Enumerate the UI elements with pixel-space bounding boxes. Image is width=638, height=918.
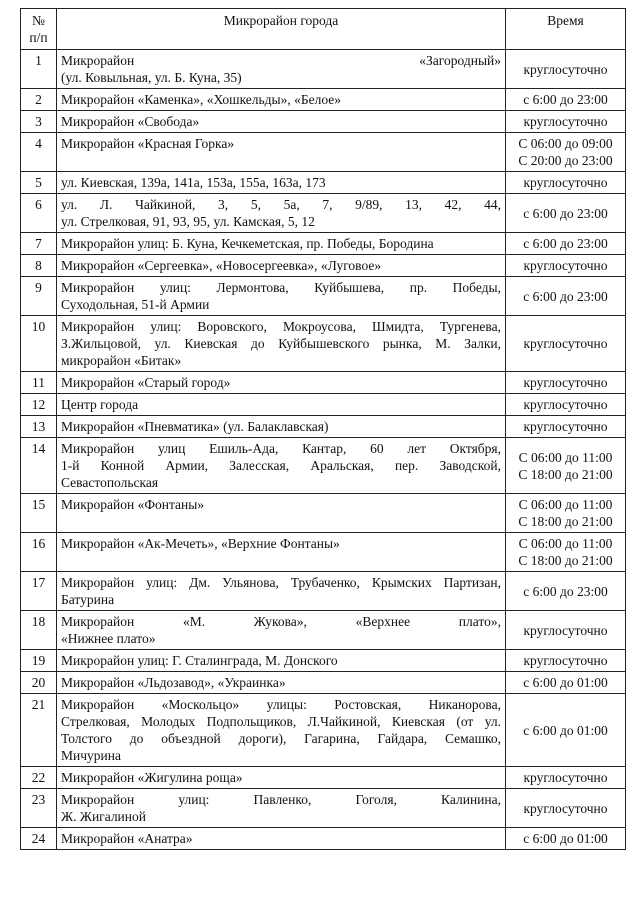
table-row <box>21 394 626 416</box>
table-row <box>21 172 626 194</box>
district-line: Микрорайон улиц: Лермонтова, Куйбышева, пр. Победы, <box>61 280 501 295</box>
district-line: Микрорайон улиц: Павленко, Гоголя, Калинина, <box>61 792 501 807</box>
time-cell <box>506 789 626 828</box>
time-cell <box>506 694 626 767</box>
time-cell <box>506 767 626 789</box>
district-line: Микрорайон «М. Жукова», «Верхнее плато», <box>61 614 501 629</box>
row-number: 18 <box>21 611 57 650</box>
time-cell <box>506 372 626 394</box>
time-line: с 6:00 до 23:00 <box>523 205 608 221</box>
row-number: 4 <box>21 133 57 172</box>
time-line: с 6:00 до 01:00 <box>523 675 608 690</box>
time-cell <box>506 394 626 416</box>
table-row <box>21 672 626 694</box>
header-num-line1: № <box>32 13 45 28</box>
header-district: Микрорайон города <box>57 9 506 50</box>
time-cell <box>506 316 626 372</box>
table-body <box>21 50 626 850</box>
row-number: 2 <box>21 89 57 111</box>
district-line: ул. Стрелковая, 91, 93, 95, ул. Камская, 5, 12 <box>61 214 315 229</box>
time-cell <box>506 277 626 316</box>
time-line: круглосуточно <box>523 653 608 668</box>
district-line: Микрорайон улиц: Б. Куна, Кечкеметская, пр. Победы, Бородина <box>61 236 434 251</box>
district-cell <box>57 172 506 194</box>
header-num <box>21 9 57 50</box>
row-number: 21 <box>21 694 57 767</box>
time-cell <box>506 494 626 533</box>
time-cell <box>506 672 626 694</box>
district-line: Микрорайон «Москольцо» улицы: Ростовская, Никанорова, <box>61 697 501 712</box>
district-line: Микрорайон улиц: Г. Сталинграда, М. Донского <box>61 653 338 668</box>
time-line: круглосуточно <box>523 770 608 785</box>
time-cell <box>506 133 626 172</box>
time-line: с 6:00 до 23:00 <box>523 92 608 107</box>
district-cell <box>57 494 506 533</box>
district-line: Микрорайон «Старый город» <box>61 375 231 390</box>
district-cell <box>57 50 506 89</box>
row-number: 24 <box>21 828 57 850</box>
time-cell <box>506 828 626 850</box>
time-line: круглосуточно <box>523 114 608 129</box>
table-row <box>21 533 626 572</box>
district-line: микрорайон «Битак» <box>61 353 182 368</box>
row-number: 11 <box>21 372 57 394</box>
table-row <box>21 277 626 316</box>
district-line: 1-й Конной Армии, Залесская, Аральская, пер. Заводской, <box>61 458 501 473</box>
district-cell <box>57 133 506 172</box>
district-line: ул. Киевская, 139а, 141а, 153а, 155а, 163а, 173 <box>61 175 326 190</box>
district-cell <box>57 694 506 767</box>
district-cell <box>57 789 506 828</box>
table-row <box>21 255 626 277</box>
time-line: С 18:00 до 21:00 <box>518 514 613 529</box>
table-row <box>21 828 626 850</box>
district-line: Ж. Жигалиной <box>61 809 146 824</box>
time-line: круглосуточно <box>523 175 608 190</box>
district-line: Центр города <box>61 397 139 412</box>
district-cell <box>57 416 506 438</box>
district-cell <box>57 438 506 494</box>
district-cell <box>57 672 506 694</box>
time-line: С 06:00 до 09:00 <box>518 136 613 151</box>
row-number: 19 <box>21 650 57 672</box>
table-row <box>21 111 626 133</box>
row-number: 14 <box>21 438 57 494</box>
table-row <box>21 316 626 372</box>
table-row <box>21 89 626 111</box>
time-line: круглосуточно <box>523 397 608 412</box>
district-line: З.Жильцовой, ул. Киевская до Куйбышевского рынка, М. Залки, <box>61 336 501 351</box>
schedule-table <box>20 8 626 850</box>
time-line: С 18:00 до 21:00 <box>518 466 613 482</box>
table-row <box>21 133 626 172</box>
time-cell <box>506 89 626 111</box>
time-cell <box>506 572 626 611</box>
time-cell <box>506 194 626 233</box>
district-cell <box>57 572 506 611</box>
row-number: 15 <box>21 494 57 533</box>
district-cell <box>57 194 506 233</box>
table-row <box>21 494 626 533</box>
row-number: 13 <box>21 416 57 438</box>
district-line: Суходольная, 51-й Армии <box>61 297 210 312</box>
time-line: круглосуточно <box>523 258 608 273</box>
time-cell <box>506 255 626 277</box>
time-line: с 6:00 до 23:00 <box>523 236 608 251</box>
district-cell <box>57 828 506 850</box>
district-line: Толстого до объездной дороги), Гагарина, Гайдара, Семашко, <box>61 731 501 746</box>
time-cell <box>506 611 626 650</box>
time-cell <box>506 416 626 438</box>
district-line: Стрелковая, Молодых Подпольщиков, Л.Чайкиной, Киевская (от ул. <box>61 714 501 729</box>
row-number: 9 <box>21 277 57 316</box>
time-line: с 6:00 до 01:00 <box>523 831 608 846</box>
district-cell <box>57 316 506 372</box>
table-row <box>21 438 626 494</box>
district-line: Мичурина <box>61 748 121 763</box>
district-line: Микрорайон «Фонтаны» <box>61 497 205 512</box>
table-row <box>21 194 626 233</box>
time-cell <box>506 111 626 133</box>
table-row <box>21 572 626 611</box>
district-cell <box>57 111 506 133</box>
time-line: С 06:00 до 11:00 <box>518 536 613 551</box>
time-line: круглосуточно <box>523 622 608 638</box>
row-number: 1 <box>21 50 57 89</box>
time-line: С 18:00 до 21:00 <box>518 553 613 568</box>
row-number: 6 <box>21 194 57 233</box>
district-cell <box>57 767 506 789</box>
row-number: 17 <box>21 572 57 611</box>
table-row <box>21 767 626 789</box>
district-cell <box>57 89 506 111</box>
district-line: Микрорайон «Анатра» <box>61 831 193 846</box>
district-line: Микрорайон улиц Ешиль-Ада, Кантар, 60 лет Октября, <box>61 441 501 456</box>
row-number: 16 <box>21 533 57 572</box>
time-line: с 6:00 до 01:00 <box>523 722 608 738</box>
district-line: (ул. Ковыльная, ул. Б. Куна, 35) <box>61 70 242 85</box>
time-cell <box>506 533 626 572</box>
table-row <box>21 416 626 438</box>
row-number: 20 <box>21 672 57 694</box>
time-line: С 06:00 до 11:00 <box>518 449 613 465</box>
district-line: Микрорайон «Ак-Мечеть», «Верхние Фонтаны» <box>61 536 340 551</box>
district-cell <box>57 372 506 394</box>
time-line: С 20:00 до 23:00 <box>518 153 613 168</box>
district-line: Микрорайон «Каменка», «Хошкельды», «Белое» <box>61 92 342 107</box>
table-row <box>21 650 626 672</box>
district-cell <box>57 394 506 416</box>
district-line: «Нижнее плато» <box>61 631 156 646</box>
row-number: 22 <box>21 767 57 789</box>
district-line: Микрорайон улиц: Дм. Ульянова, Трубаченко, Крымских Партизан, <box>61 575 501 590</box>
district-line: Микрорайон улиц: Воровского, Мокроусова, Шмидта, Тургенева, <box>61 319 501 334</box>
row-number: 7 <box>21 233 57 255</box>
district-cell <box>57 277 506 316</box>
table-row <box>21 233 626 255</box>
time-line: с 6:00 до 23:00 <box>523 288 608 304</box>
district-cell <box>57 233 506 255</box>
time-line: с 6:00 до 23:00 <box>523 583 608 599</box>
district-cell <box>57 255 506 277</box>
header-num-line2: п/п <box>29 30 48 45</box>
time-line: круглосуточно <box>523 800 608 816</box>
row-number: 12 <box>21 394 57 416</box>
time-cell <box>506 233 626 255</box>
district-line: Микрорайон «Жигулина роща» <box>61 770 243 785</box>
table-row <box>21 372 626 394</box>
time-line: С 06:00 до 11:00 <box>518 497 613 512</box>
district-cell <box>57 650 506 672</box>
district-line: Микрорайон «Пневматика» (ул. Балаклавская) <box>61 419 329 434</box>
table-row <box>21 789 626 828</box>
row-number: 8 <box>21 255 57 277</box>
district-line: Севастопольская <box>61 475 159 490</box>
district-line: Микрорайон «Загородный» <box>61 53 501 68</box>
table-row <box>21 611 626 650</box>
row-number: 5 <box>21 172 57 194</box>
district-line: Батурина <box>61 592 115 607</box>
time-line: круглосуточно <box>523 419 608 434</box>
time-line: круглосуточно <box>523 375 608 390</box>
district-line: Микрорайон «Красная Горка» <box>61 136 235 151</box>
time-line: круглосуточно <box>523 61 608 77</box>
header-time: Время <box>506 9 626 50</box>
time-cell <box>506 438 626 494</box>
table-row <box>21 50 626 89</box>
district-line: Микрорайон «Сергеевка», «Новосергеевка», «Луговое» <box>61 258 382 273</box>
time-cell <box>506 50 626 89</box>
time-line: круглосуточно <box>523 336 608 351</box>
table-row <box>21 694 626 767</box>
district-line: ул. Л. Чайкиной, 3, 5, 5а, 7, 9/89, 13, 42, 44, <box>61 197 501 212</box>
row-number: 23 <box>21 789 57 828</box>
time-cell <box>506 172 626 194</box>
district-cell <box>57 533 506 572</box>
row-number: 3 <box>21 111 57 133</box>
district-line: Микрорайон «Льдозавод», «Украинка» <box>61 675 286 690</box>
district-cell <box>57 611 506 650</box>
table-header-row <box>21 9 626 50</box>
time-cell <box>506 650 626 672</box>
district-line: Микрорайон «Свобода» <box>61 114 200 129</box>
row-number: 10 <box>21 316 57 372</box>
